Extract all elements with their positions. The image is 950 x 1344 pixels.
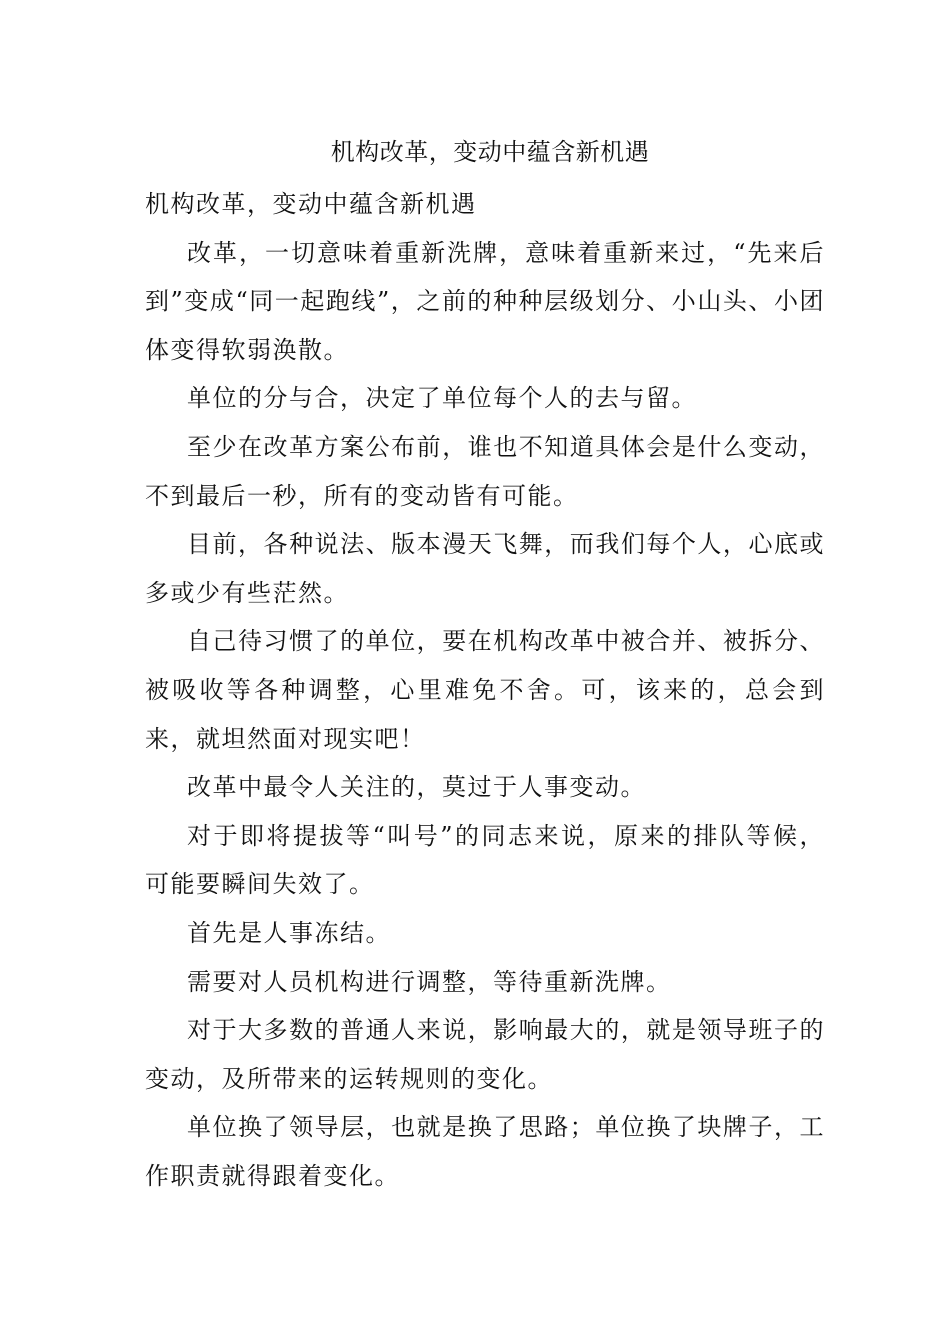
paragraph: 对于大多数的普通人来说，影响最大的，就是领导班子的变动，及所带来的运转规则的变化。 — [145, 1016, 825, 1093]
paragraph: 首先是人事冻结。 — [187, 918, 391, 947]
paragraph: 改革，一切意味着重新洗牌，意味着重新来过，“先来后到”变成“同一起跑线”，之前的种种层级划分、小山头、小团体变得软弱涣散。 — [145, 238, 825, 364]
paragraph: 改革中最令人关注的，莫过于人事变动。 — [187, 773, 646, 802]
document-title: 机构改革，变动中蕴含新机遇 — [330, 138, 650, 166]
paragraph: 需要对人员机构进行调整，等待重新洗牌。 — [187, 967, 672, 996]
paragraph: 至少在改革方案公布前，谁也不知道具体会是什么变动，不到最后一秒，所有的变动皆有可能。 — [145, 432, 825, 510]
paragraph: 目前，各种说法、版本漫天飞舞，而我们每个人，心底或多或少有些茫然。 — [145, 530, 825, 607]
document-body — [145, 180, 825, 1200]
paragraph: 单位的分与合，决定了单位每个人的去与留。 — [187, 384, 697, 413]
paragraph: 对于即将提拔等“叫号”的同志来说，原来的排队等候，可能要瞬间失效了。 — [145, 821, 825, 899]
paragraph: 单位换了领导层，也就是换了思路；单位换了块牌子，工作职责就得跟着变化。 — [145, 1113, 825, 1190]
document-subtitle: 机构改革，变动中蕴含新机遇 — [145, 190, 477, 218]
paragraph: 自己待习惯了的单位，要在机构改革中被合并、被拆分、被吸收等各种调整，心里难免不舍。可，该来的，总会到来，就坦然面对现实吧！ — [145, 627, 825, 753]
